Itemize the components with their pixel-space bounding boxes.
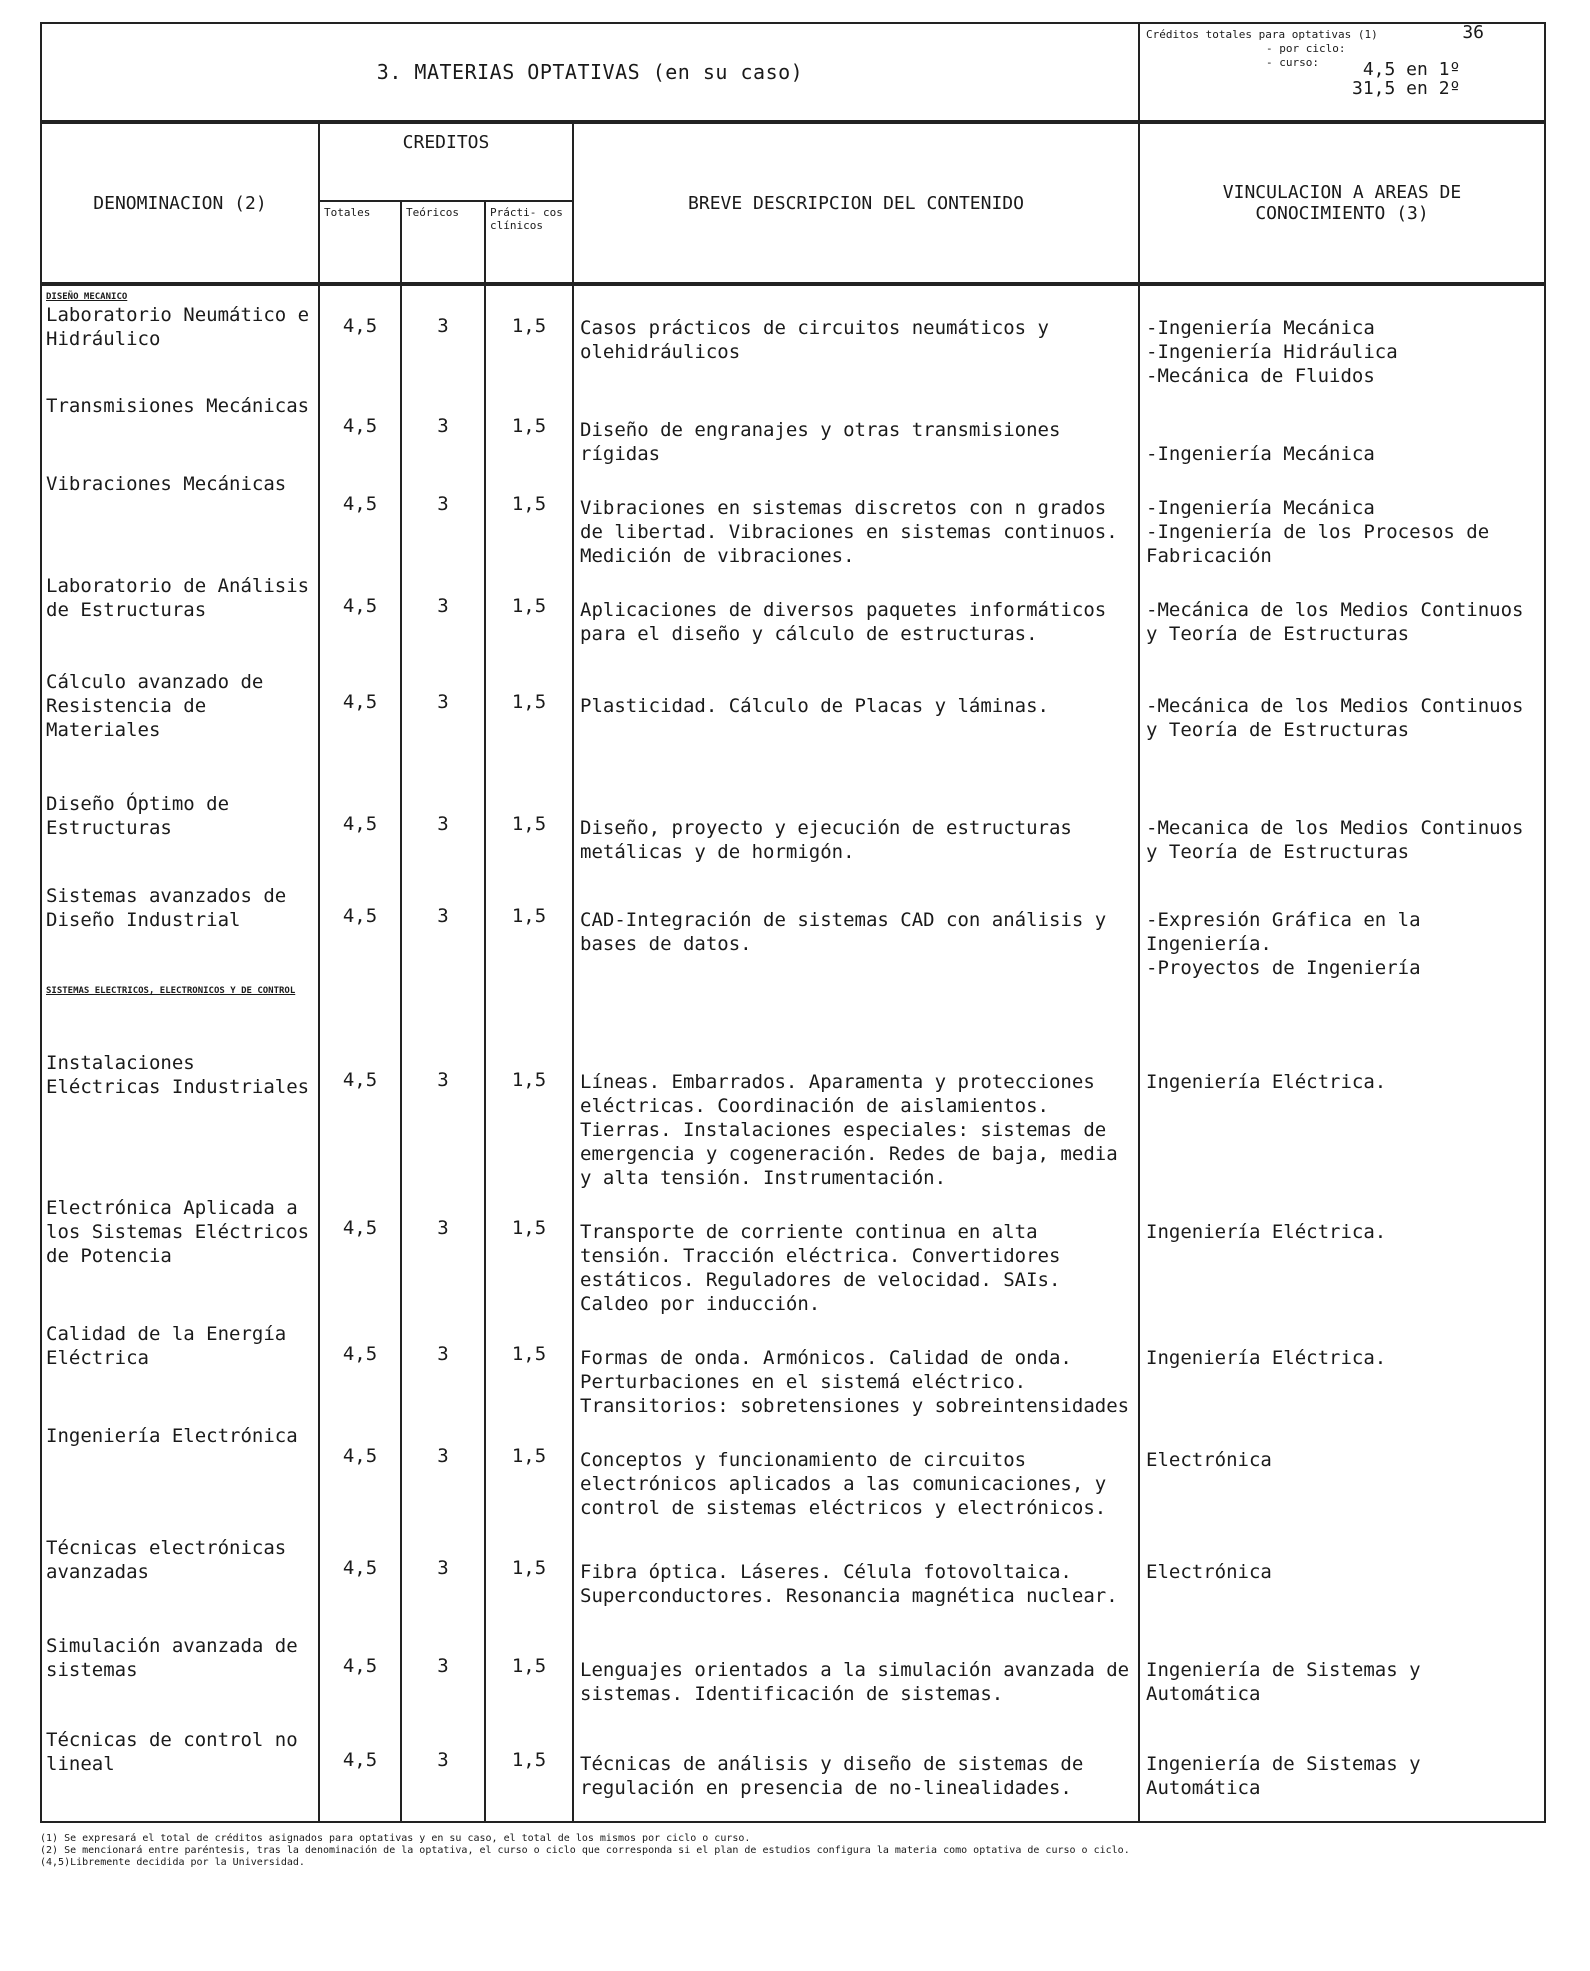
por-ciclo-label: - por ciclo: <box>1266 42 1346 55</box>
description-cell: Casos prácticos de circuitos neumáticos y olehidráulicos <box>573 285 1139 388</box>
course-name: Laboratorio Neumático e Hidráulico <box>46 304 310 350</box>
denominacion-cell <box>41 1530 319 1628</box>
practicos-cell: 1,5 <box>485 568 573 664</box>
curso-value-2: 31,5 en 2º <box>1352 78 1461 99</box>
teoricos-cell: 3 <box>401 1190 485 1316</box>
course-name: Diseño Óptimo de Estructuras <box>46 793 230 839</box>
description-cell: Conceptos y funcionamiento de circuitos electrónicos aplicados a las comunicaciones, y control de sistemas eléctricos y electrónicos. <box>573 1418 1139 1530</box>
credits-total-label: Créditos totales para optativas (1) <box>1146 28 1378 41</box>
description-cell: Formas de onda. Armónicos. Calidad de onda. Perturbaciones en el sistemá eléctrico. Transitorios: sobretensiones y sobreintensidades <box>573 1316 1139 1418</box>
table-row <box>41 1190 1545 1316</box>
description-cell: Fibra óptica. Láseres. Célula fotovoltaica. Superconductores. Resonancia magnética nuclear. <box>573 1530 1139 1628</box>
course-name: Simulación avanzada de sistemas <box>46 1635 298 1681</box>
course-name: Instalaciones Eléctricas Industriales <box>46 1052 310 1098</box>
description-cell: Transporte de corriente continua en alta tensión. Tracción eléctrica. Convertidores estáticos. Reguladores de velocidad. SAIs. Caldeo por inducción. <box>573 1190 1139 1316</box>
teoricos-cell: 3 <box>401 466 485 568</box>
description-cell: Diseño, proyecto y ejecución de estructuras metálicas y de hormigón. <box>573 786 1139 878</box>
area-cell: -Ingeniería Mecánica <box>1139 388 1545 466</box>
totales-cell: 4,5 <box>319 466 401 568</box>
col-teoricos: Teóricos <box>401 201 485 283</box>
denominacion-cell <box>41 1628 319 1722</box>
denominacion-cell <box>41 388 319 466</box>
table-row <box>41 980 1545 1190</box>
table-row <box>41 285 1545 388</box>
area-cell: Ingeniería de Sistemas y Automática <box>1139 1628 1545 1722</box>
course-name: Laboratorio de Análisis de Estructuras <box>46 575 310 621</box>
curso-label: - curso: <box>1266 56 1319 69</box>
table-row <box>41 1316 1545 1418</box>
denominacion-cell <box>41 980 319 1190</box>
section-label: SISTEMAS ELECTRICOS, ELECTRONICOS Y DE CONTROL <box>46 986 296 996</box>
practicos-cell: 1,5 <box>485 388 573 466</box>
denominacion-cell <box>41 1316 319 1418</box>
area-cell: Ingeniería Eléctrica. <box>1139 1316 1545 1418</box>
col-totales: Totales <box>319 201 401 283</box>
teoricos-cell: 3 <box>401 878 485 980</box>
description-cell: Lenguajes orientados a la simulación avanzada de sistemas. Identificación de sistemas. <box>573 1628 1139 1722</box>
teoricos-cell: 3 <box>401 285 485 388</box>
practicos-cell: 1,5 <box>485 1418 573 1530</box>
area-cell: Ingeniería de Sistemas y Automática <box>1139 1722 1545 1822</box>
description-cell: CAD-Integración de sistemas CAD con análisis y bases de datos. <box>573 878 1139 980</box>
teoricos-cell: 3 <box>401 1628 485 1722</box>
area-cell: -Ingeniería Mecánica -Ingeniería Hidráulica -Mecánica de Fluidos <box>1139 285 1545 388</box>
practicos-cell: 1,5 <box>485 878 573 980</box>
course-name: Técnicas de control no lineal <box>46 1729 298 1775</box>
table-row <box>41 466 1545 568</box>
totales-cell: 4,5 <box>319 1530 401 1628</box>
totales-cell: 4,5 <box>319 1628 401 1722</box>
denominacion-cell <box>41 285 319 388</box>
practicos-cell: 1,5 <box>485 285 573 388</box>
course-name: Sistemas avanzados de Diseño Industrial <box>46 885 287 931</box>
table-row <box>41 786 1545 878</box>
top-header-table <box>40 22 1546 122</box>
denominacion-cell <box>41 568 319 664</box>
col-vinculacion: VINCULACION A AREAS DE CONOCIMIENTO (3) <box>1139 123 1545 283</box>
teoricos-cell: 3 <box>401 1722 485 1822</box>
totales-cell: 4,5 <box>319 388 401 466</box>
totales-cell: 4,5 <box>319 1190 401 1316</box>
section-label: DISEÑO MECANICO <box>46 292 128 302</box>
totales-cell: 4,5 <box>319 980 401 1190</box>
teoricos-cell: 3 <box>401 568 485 664</box>
table-row <box>41 1418 1545 1530</box>
credits-total-value: 36 <box>1462 22 1484 43</box>
course-name: Cálculo avanzado de Resistencia de Materiales <box>46 671 264 741</box>
credits-total-box <box>1139 23 1545 121</box>
course-name: Ingeniería Electrónica <box>46 1425 298 1447</box>
footnotes <box>40 1833 1544 1869</box>
table-row <box>41 1530 1545 1628</box>
totales-cell: 4,5 <box>319 1722 401 1822</box>
col-practicos: Prácti- cos clínicos <box>485 201 573 283</box>
totales-cell: 4,5 <box>319 786 401 878</box>
denominacion-cell <box>41 878 319 980</box>
description-cell: Líneas. Embarrados. Aparamenta y protecciones eléctricas. Coordinación de aislamientos. Tierras. Instalaciones especiales: sistemas de emergencia y cogeneración. Redes de baja, media y alta tensión. Instrumentación. <box>573 980 1139 1190</box>
practicos-cell: 1,5 <box>485 664 573 786</box>
denominacion-cell <box>41 466 319 568</box>
description-cell: Diseño de engranajes y otras transmisiones rígidas <box>573 388 1139 466</box>
col-denominacion: DENOMINACION (2) <box>41 123 319 283</box>
description-cell: Aplicaciones de diversos paquetes informáticos para el diseño y cálculo de estructuras. <box>573 568 1139 664</box>
area-cell: Electrónica <box>1139 1418 1545 1530</box>
teoricos-cell: 3 <box>401 980 485 1190</box>
practicos-cell: 1,5 <box>485 1190 573 1316</box>
courses-table <box>40 284 1546 1823</box>
footnote: (4,5)Libremente decidida por la Universidad. <box>40 1857 305 1868</box>
table-row <box>41 664 1545 786</box>
document-page <box>40 22 1544 1869</box>
denominacion-cell <box>41 786 319 878</box>
curso-value-1: 4,5 en 1º <box>1362 59 1461 80</box>
table-row <box>41 388 1545 466</box>
page-title: 3. MATERIAS OPTATIVAS (en su caso) <box>41 23 1139 121</box>
area-cell: -Mecánica de los Medios Continuos y Teoría de Estructuras <box>1139 568 1545 664</box>
table-row <box>41 1628 1545 1722</box>
area-cell: -Mecánica de los Medios Continuos y Teoría de Estructuras <box>1139 664 1545 786</box>
table-row <box>41 1722 1545 1822</box>
totales-cell: 4,5 <box>319 285 401 388</box>
practicos-cell: 1,5 <box>485 1316 573 1418</box>
totales-cell: 4,5 <box>319 1418 401 1530</box>
course-name: Transmisiones Mecánicas <box>46 395 310 417</box>
practicos-cell: 1,5 <box>485 980 573 1190</box>
description-cell: Vibraciones en sistemas discretos con n grados de libertad. Vibraciones en sistemas continuos. Medición de vibraciones. <box>573 466 1139 568</box>
teoricos-cell: 3 <box>401 786 485 878</box>
area-cell: -Expresión Gráfica en la Ingeniería. -Proyectos de Ingeniería <box>1139 878 1545 980</box>
course-name: Vibraciones Mecánicas <box>46 473 287 495</box>
denominacion-cell <box>41 1722 319 1822</box>
totales-cell: 4,5 <box>319 664 401 786</box>
col-creditos: CREDITOS <box>319 123 573 201</box>
area-cell: Ingeniería Eléctrica. <box>1139 1190 1545 1316</box>
table-row <box>41 878 1545 980</box>
description-cell: Plasticidad. Cálculo de Placas y láminas. <box>573 664 1139 786</box>
course-name: Electrónica Aplicada a los Sistemas Eléctricos de Potencia <box>46 1197 310 1267</box>
course-name: Técnicas electrónicas avanzadas <box>46 1537 287 1583</box>
area-cell: -Mecanica de los Medios Continuos y Teoría de Estructuras <box>1139 786 1545 878</box>
denominacion-cell <box>41 1190 319 1316</box>
footnote: (1) Se expresará el total de créditos asignados para optativas y en su caso, el total de los mismos por ciclo o curso. <box>40 1833 751 1844</box>
totales-cell: 4,5 <box>319 1316 401 1418</box>
teoricos-cell: 3 <box>401 1316 485 1418</box>
area-cell: Ingeniería Eléctrica. <box>1139 980 1545 1190</box>
area-cell: Electrónica <box>1139 1530 1545 1628</box>
practicos-cell: 1,5 <box>485 1530 573 1628</box>
teoricos-cell: 3 <box>401 1418 485 1530</box>
table-row <box>41 568 1545 664</box>
header-table <box>40 122 1546 284</box>
practicos-cell: 1,5 <box>485 1722 573 1822</box>
totales-cell: 4,5 <box>319 568 401 664</box>
course-name: Calidad de la Energía Eléctrica <box>46 1323 287 1369</box>
area-cell: -Ingeniería Mecánica -Ingeniería de los Procesos de Fabricación <box>1139 466 1545 568</box>
teoricos-cell: 3 <box>401 1530 485 1628</box>
practicos-cell: 1,5 <box>485 466 573 568</box>
practicos-cell: 1,5 <box>485 1628 573 1722</box>
totales-cell: 4,5 <box>319 878 401 980</box>
teoricos-cell: 3 <box>401 664 485 786</box>
practicos-cell: 1,5 <box>485 786 573 878</box>
teoricos-cell: 3 <box>401 388 485 466</box>
denominacion-cell <box>41 664 319 786</box>
description-cell: Técnicas de análisis y diseño de sistemas de regulación en presencia de no-linealidades. <box>573 1722 1139 1822</box>
footnote: (2) Se mencionará entre paréntesis, tras la denominación de la optativa, el curso o ciclo que corresponda si el plan de estudios configura la materia como optativa de curso o ciclo. <box>40 1845 1130 1856</box>
denominacion-cell <box>41 1418 319 1530</box>
col-descripcion: BREVE DESCRIPCION DEL CONTENIDO <box>573 123 1139 283</box>
